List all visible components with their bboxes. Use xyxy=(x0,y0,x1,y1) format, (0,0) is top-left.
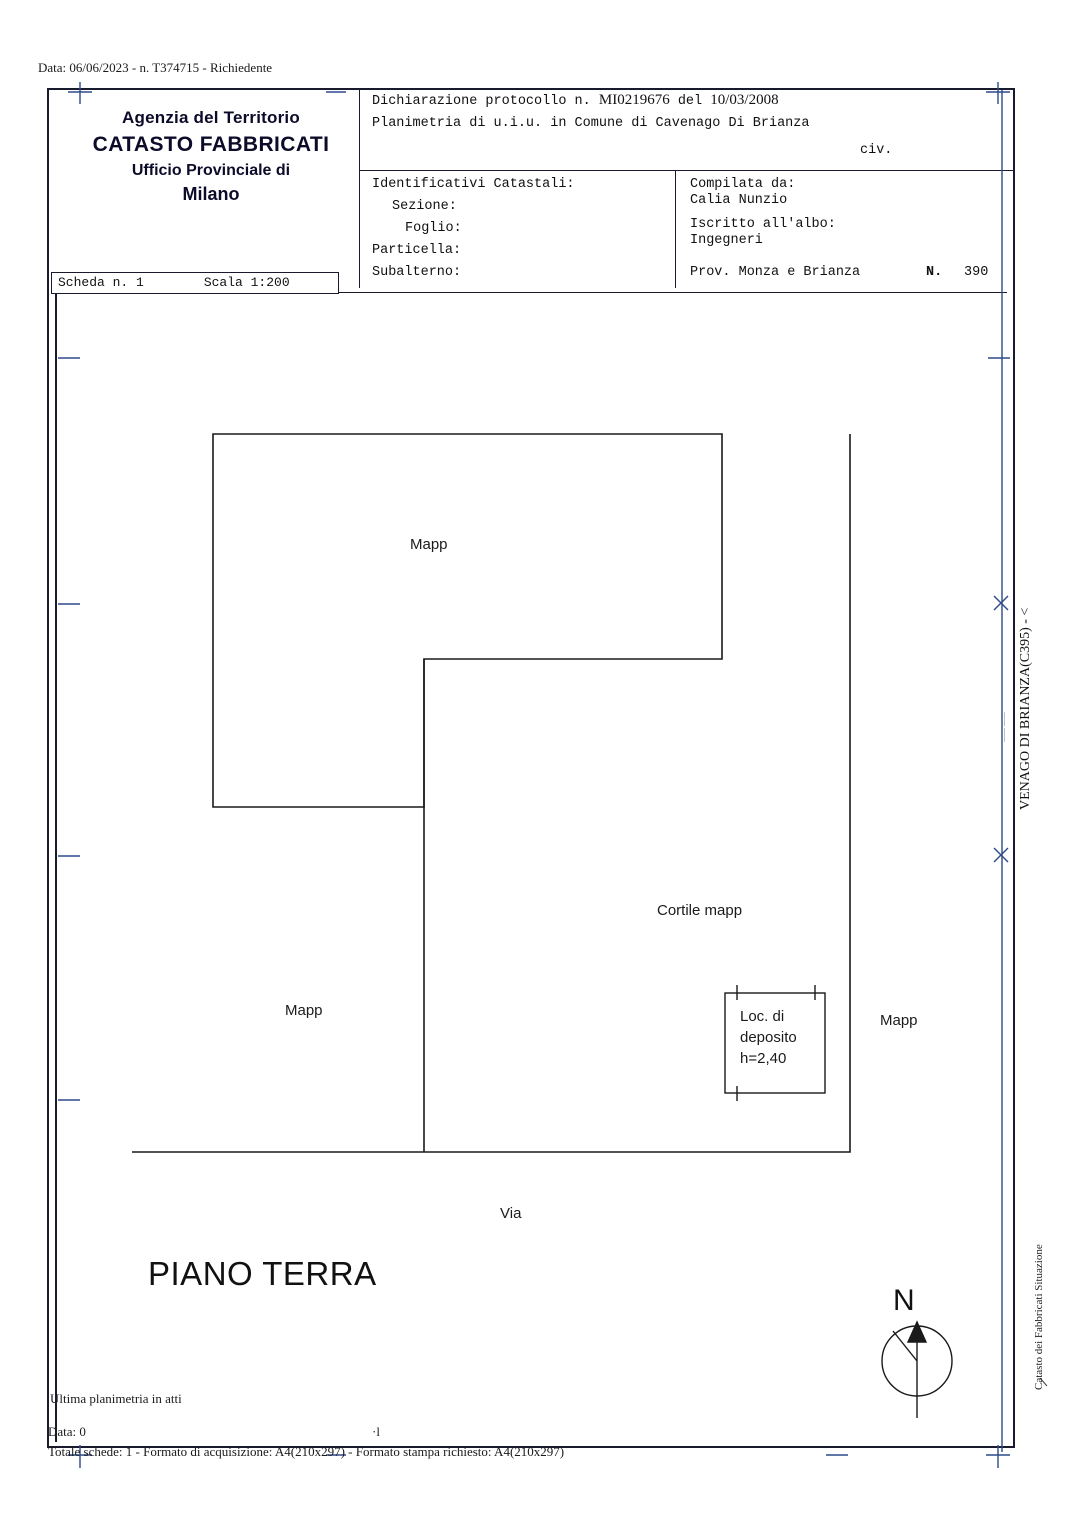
footer-date-suffix: ·l xyxy=(372,1424,380,1439)
room-label-height: h=2,40 xyxy=(740,1050,787,1067)
protocol-label: Dichiarazione protocollo n. xyxy=(372,94,591,109)
particella-label: Particella: xyxy=(372,243,462,258)
scheda-bar xyxy=(51,272,339,294)
floor-title: PIANO TERRA xyxy=(148,1255,377,1292)
compilata-label: Compilata da: xyxy=(690,177,796,192)
document-request-meta: Data: 06/06/2023 - n. T374715 - Richiedente xyxy=(38,60,273,75)
footer-last-planimetry: Ultima planimetria in atti xyxy=(50,1391,182,1406)
footer-sheets-format: Totale schede: 1 - Formato di acquisizione: A4(210x297) - Formato stampa richiesto: A4(210x297) xyxy=(48,1444,565,1459)
agency-block xyxy=(61,108,361,205)
protocol-number: MI0219676 xyxy=(598,92,670,108)
label-mapp-top: Mapp xyxy=(410,536,448,553)
iscritto-value: Ingegneri xyxy=(690,233,763,248)
header-protocol-row xyxy=(360,88,1015,171)
label-cortile-mapp: Cortile mapp xyxy=(657,902,743,919)
sezione-label: Sezione: xyxy=(392,199,457,214)
municipality-vertical-label: VENAGO DI BRIANZA(C395) - < xyxy=(1018,607,1033,810)
foglio-label: Foglio: xyxy=(405,221,462,236)
cadastral-identifiers-column xyxy=(360,171,676,288)
north-arrow-letter: N xyxy=(893,1284,915,1317)
footer-date: Data: 0 xyxy=(48,1424,86,1439)
identificativi-title: Identificativi Catastali: xyxy=(372,177,575,192)
label-mapp-left: Mapp xyxy=(285,1002,323,1019)
protocol-line xyxy=(372,92,779,109)
agency-name: Agenzia del Territorio xyxy=(122,108,300,127)
label-mapp-right: Mapp xyxy=(880,1012,918,1029)
catasto-vertical-label: Catasto dei Fabbricati Situazione xyxy=(1033,1244,1045,1390)
compiler-column xyxy=(676,171,1016,288)
planimetry-line: Planimetria di u.i.u. in Comune di Cavenago Di Brianza xyxy=(372,116,810,131)
subalterno-label: Subalterno: xyxy=(372,265,462,280)
document-header xyxy=(47,88,1015,288)
room-label-line1: Loc. di xyxy=(740,1008,785,1025)
agency-registry-title: CATASTO FABBRICATI xyxy=(92,133,330,156)
protocol-date-label: del xyxy=(677,94,703,109)
registry-n-label: N. xyxy=(926,265,943,280)
civic-label: civ. xyxy=(860,143,893,158)
room-label-line2: deposito xyxy=(740,1029,797,1046)
scheda-scale: Scala 1:200 xyxy=(203,275,290,290)
agency-office-city: Milano xyxy=(182,184,240,204)
protocol-date: 10/03/2008 xyxy=(710,92,779,108)
iscritto-label: Iscritto all'albo: xyxy=(690,217,836,232)
agency-office-label: Ufficio Provinciale di xyxy=(131,162,291,179)
header-identifiers-row xyxy=(360,171,1015,288)
registry-n-value: 390 xyxy=(964,265,989,280)
scheda-number: Scheda n. 1 xyxy=(58,275,144,290)
provincia-label: Prov. Monza e Brianza xyxy=(690,265,861,280)
side-small-vertical-mark: —— —— xyxy=(1000,712,1008,742)
label-via: Via xyxy=(500,1205,522,1222)
header-table xyxy=(359,88,1015,288)
compilata-value: Calia Nunzio xyxy=(690,193,788,208)
